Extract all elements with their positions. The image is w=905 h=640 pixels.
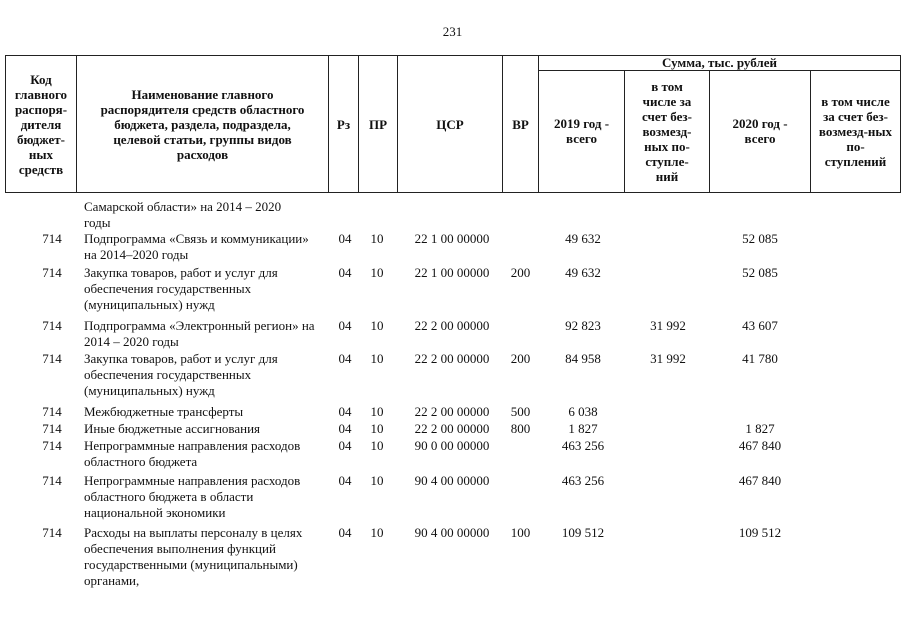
row-pr: 10 <box>370 438 384 453</box>
row-sum-2019: 92 823 <box>565 318 601 333</box>
row-code: 714 <box>42 473 62 488</box>
header-bez-2020: в том числе за счет без-возмезд-ных по-ступлений <box>818 93 893 169</box>
row-code: 714 <box>42 438 62 453</box>
row-sum-2020: 1 827 <box>745 421 775 436</box>
row-sum-2019: 6 038 <box>568 404 598 419</box>
row-code: 714 <box>42 351 62 366</box>
header-bottom-rule <box>5 192 901 193</box>
row-sum-2019: 463 256 <box>561 438 605 453</box>
row-rz: 04 <box>338 231 352 246</box>
row-csr: 22 2 00 00000 <box>414 404 490 419</box>
row-rz: 04 <box>338 351 352 366</box>
header-code: Код главного распоря-дителя бюджет-ных средств <box>14 71 68 177</box>
row-name: Непрограммные направления расходов областного бюджета в области национальной экономики <box>84 473 301 520</box>
row-code: 714 <box>42 404 62 419</box>
row-name: Межбюджетные трансферты <box>84 404 244 419</box>
row-vr: 100 <box>510 525 531 540</box>
row-pr: 10 <box>370 404 384 419</box>
row-sum-2019: 49 632 <box>565 265 601 280</box>
row-rz: 04 <box>338 525 352 540</box>
row-rz: 04 <box>338 473 352 488</box>
row-name: Иные бюджетные ассигнования <box>84 421 261 436</box>
row-name: Подпрограмма «Электронный регион» на 2014 – 2020 годы <box>84 318 315 349</box>
row-sum-2020: 467 840 <box>738 473 782 488</box>
header-vr: ВР <box>512 116 529 132</box>
row-rz: 04 <box>338 421 352 436</box>
row-pr: 10 <box>370 421 384 436</box>
row-pr: 10 <box>370 265 384 280</box>
row-sum-2019: 109 512 <box>561 525 605 540</box>
row-csr: 22 2 00 00000 <box>414 318 490 333</box>
row-sum-2020: 109 512 <box>738 525 782 540</box>
row-pr: 10 <box>370 231 384 246</box>
header-csr: ЦСР <box>436 116 464 132</box>
row-pr: 10 <box>370 318 384 333</box>
row-csr: 90 4 00 00000 <box>414 473 490 488</box>
row-name: Расходы на выплаты персоналу в целях обеспечения выполнения функций государственными (муниципальными) органами, <box>84 525 303 588</box>
row-sum-2019: 84 958 <box>565 351 601 366</box>
header-col-border <box>900 55 901 193</box>
row-pr: 10 <box>370 525 384 540</box>
row-sum-2020: 41 780 <box>742 351 778 366</box>
row-name: Закупка товаров, работ и услуг для обеспечения государственных (муниципальных) нужд <box>84 351 278 398</box>
header-pr: ПР <box>368 116 388 132</box>
row-sum-2020: 43 607 <box>742 318 778 333</box>
header-name: Наименование главного распорядителя средств областного бюджета, раздела, подраздела, целевой статьи, группы видов расходов <box>100 86 305 162</box>
header-sum-group: Сумма, тыс. рублей <box>662 55 777 70</box>
row-name: Непрограммные направления расходов областного бюджета <box>84 438 301 469</box>
row-rz: 04 <box>338 404 352 419</box>
page-number: 231 <box>442 24 463 39</box>
row-code: 714 <box>42 318 62 333</box>
row-vr: 800 <box>510 421 531 436</box>
header-sum-2020: 2020 год - всего <box>732 116 788 146</box>
header-rz: Рз <box>336 116 351 132</box>
row-sum-2020: 52 085 <box>742 231 778 246</box>
row-vr: 200 <box>510 265 531 280</box>
row-pr: 10 <box>370 473 384 488</box>
row-code: 714 <box>42 231 62 246</box>
row-sum-2019: 49 632 <box>565 231 601 246</box>
row-sum-2020: 52 085 <box>742 265 778 280</box>
row-code: 714 <box>42 265 62 280</box>
row-csr: 22 2 00 00000 <box>414 421 490 436</box>
row-rz: 04 <box>338 318 352 333</box>
header-bez-2019: в том числе за счет без-возмезд-ных по-ступле-ний <box>642 78 692 184</box>
row-code: 714 <box>42 525 62 540</box>
row-sum-2019: 1 827 <box>568 421 598 436</box>
row-name: Подпрограмма «Связь и коммуникации» на 2014–2020 годы <box>84 231 309 262</box>
row-csr: 22 1 00 00000 <box>414 265 490 280</box>
row-rz: 04 <box>338 438 352 453</box>
row-vr: 500 <box>510 404 531 419</box>
row-bez-2019: 31 992 <box>650 351 686 366</box>
row-code: 714 <box>42 421 62 436</box>
row-csr: 22 2 00 00000 <box>414 351 490 366</box>
row-vr: 200 <box>510 351 531 366</box>
row-bez-2019: 31 992 <box>650 318 686 333</box>
row-name: Закупка товаров, работ и услуг для обеспечения государственных (муниципальных) нужд <box>84 265 278 312</box>
row-csr: 90 0 00 00000 <box>414 438 490 453</box>
row-csr: 90 4 00 00000 <box>414 525 490 540</box>
row-pr: 10 <box>370 351 384 366</box>
row-rz: 04 <box>338 265 352 280</box>
row-csr: 22 1 00 00000 <box>414 231 490 246</box>
row-sum-2020: 467 840 <box>738 438 782 453</box>
row-name: Самарской области» на 2014 – 2020 годы <box>84 199 282 230</box>
row-sum-2019: 463 256 <box>561 473 605 488</box>
header-sum-2019: 2019 год - всего <box>553 116 610 146</box>
